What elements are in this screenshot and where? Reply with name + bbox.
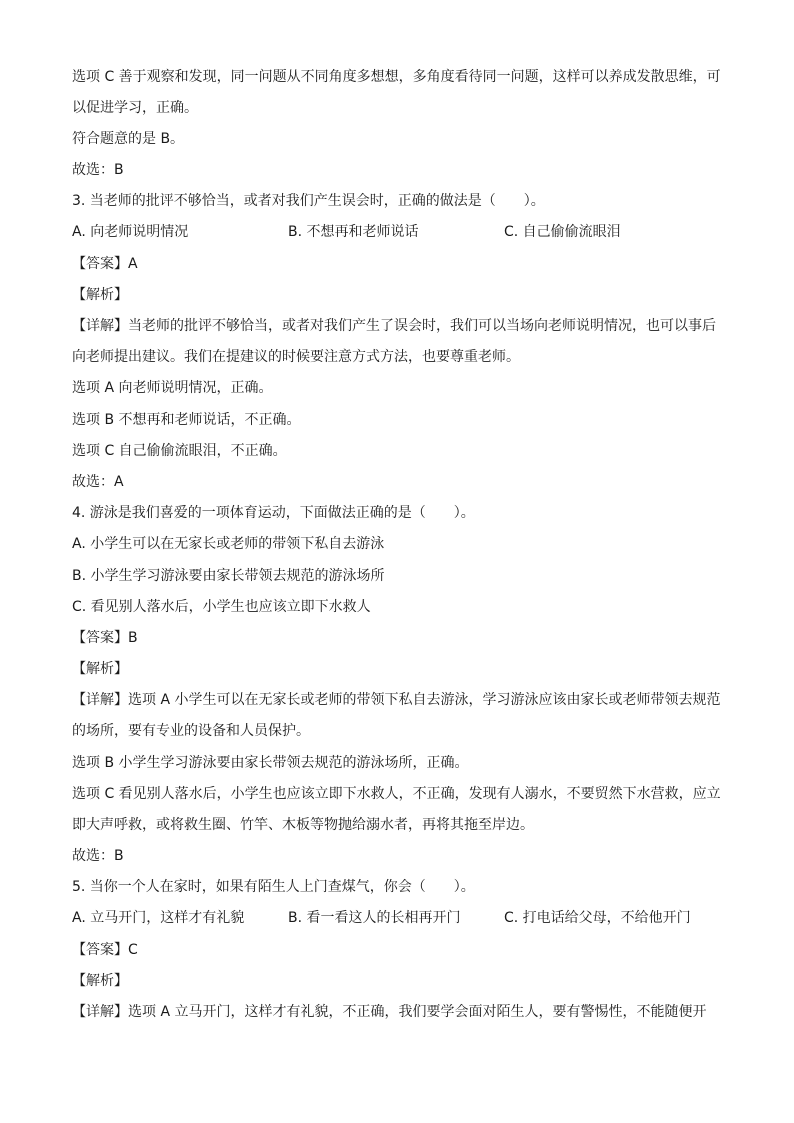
- text-line: 故选：A: [72, 474, 124, 490]
- detail-text: 【详解】选项 A 小学生可以在无家长或老师的带领下私自去游泳，学习游泳应该由家长或老师带领去规范: [72, 692, 721, 708]
- q5-option-b: B. 看一看这人的长相再开门: [288, 910, 461, 926]
- detail-text: 【详解】当老师的批评不够恰当，或者对我们产生了误会时，我们可以当场向老师说明情况，也可以事后: [72, 318, 716, 334]
- text-line: 即大声呼救，或将救生圈、竹竿、木板等物抛给溺水者，再将其拖至岸边。: [72, 817, 534, 833]
- text-line: 以促进学习，正确。: [72, 100, 198, 116]
- q5-option-a: A. 立马开门，这样才有礼貌: [72, 910, 245, 926]
- question-4: 4. 游泳是我们喜爱的一项体育运动，下面做法正确的是（ ）。: [72, 505, 475, 521]
- answer-label: 【答案】B: [72, 630, 138, 646]
- analysis-label: 【解析】: [72, 287, 128, 303]
- text-line: 选项 A 向老师说明情况，正确。: [72, 380, 273, 396]
- answer-label: 【答案】C: [72, 942, 138, 958]
- text-line: 选项 B 不想再和老师说话，不正确。: [72, 412, 301, 428]
- q5-option-c: C. 打电话给父母，不给他开门: [504, 910, 691, 926]
- detail-text: 【详解】选项 A 立马开门，这样才有礼貌，不正确，我们要学会面对陌生人，要有警惕性，不能随便开: [72, 1004, 707, 1020]
- text-line: 选项 C 自己偷偷流眼泪，不正确。: [72, 443, 287, 459]
- answer-label: 【答案】A: [72, 256, 138, 272]
- q3-option-c: C. 自己偷偷流眼泪: [504, 224, 621, 240]
- question-3: 3. 当老师的批评不够恰当，或者对我们产生误会时，正确的做法是（ ）。: [72, 193, 545, 209]
- question-5: 5. 当你一个人在家时，如果有陌生人上门查煤气，你会（ ）。: [72, 879, 475, 895]
- text-line: 符合题意的是 B。: [72, 131, 185, 147]
- q3-option-a: A. 向老师说明情况: [72, 224, 189, 240]
- analysis-label: 【解析】: [72, 661, 128, 677]
- analysis-label: 【解析】: [72, 973, 128, 989]
- text-line: 故选：B: [72, 848, 124, 864]
- text-line: 向老师提出建议。我们在提建议的时候要注意方式方法，也要尊重老师。: [72, 349, 520, 365]
- text-line: 选项 C 善于观察和发现，同一问题从不同角度多想想，多角度看待同一问题，这样可以养成发散思维，可: [72, 69, 721, 85]
- text-line: 选项 B 小学生学习游泳要由家长带领去规范的游泳场所，正确。: [72, 755, 469, 771]
- text-line: 故选：B: [72, 162, 124, 178]
- q4-option-a: A. 小学生可以在无家长或老师的带领下私自去游泳: [72, 536, 385, 552]
- text-line: 选项 C 看见别人落水后，小学生也应该立即下水救人，不正确，发现有人溺水，不要贸然下水营救，应立: [72, 786, 721, 802]
- q4-option-c: C. 看见别人落水后，小学生也应该立即下水救人: [72, 599, 371, 615]
- q3-option-b: B. 不想再和老师说话: [288, 224, 419, 240]
- text-line: 的场所，要有专业的设备和人员保护。: [72, 723, 310, 739]
- q4-option-b: B. 小学生学习游泳要由家长带领去规范的游泳场所: [72, 568, 385, 584]
